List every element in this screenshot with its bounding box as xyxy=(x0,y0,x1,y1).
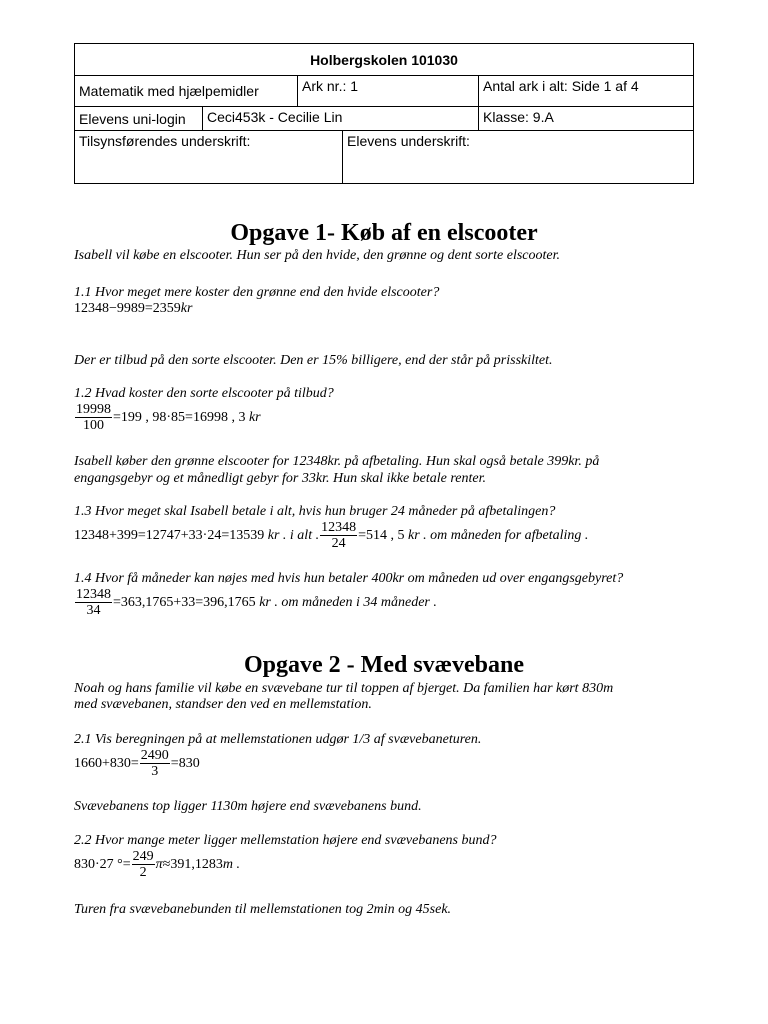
answer-2-1-expr: 1660+830= xyxy=(74,756,139,772)
answer-1-2-fraction xyxy=(75,402,112,434)
answer-1-4-numerator: 12348 xyxy=(76,587,111,602)
school-name: Holbergskolen 101030 xyxy=(310,52,458,68)
answer-2-1-fraction xyxy=(140,748,170,780)
answer-1-3-expr: 12348+399=12747+33·24=13539 xyxy=(74,528,265,544)
answer-1-3-denominator: 24 xyxy=(331,536,346,551)
header-table xyxy=(74,43,694,184)
offer-text: Der er tilbud på den sorte elscooter. Den er 15% billigere, end der står på prisskiltet. xyxy=(74,353,553,368)
answer-1-2-expr: =199 , 98·85=16998 , 3 xyxy=(113,410,246,426)
task2-title: Opgave 2 - Med svævebane xyxy=(244,652,524,678)
answer-1-2-numerator: 19998 xyxy=(76,402,111,417)
answer-2-2-pi: π xyxy=(155,857,163,873)
answer-2-2-denominator: 2 xyxy=(139,865,147,880)
payment-text-line-1: Isabell køber den grønne elscooter for 12348kr. på afbetaling. Hun skal også betale 399kr. på xyxy=(74,454,600,469)
answer-1-2-unit: kr xyxy=(248,410,261,426)
answer-2-2 xyxy=(74,849,240,881)
task2-intro-line-2: med svævebanen, standser den ved en mellemstation. xyxy=(74,697,372,712)
answer-1-4-tail: kr . om måneden i 34 måneder . xyxy=(259,595,437,611)
task2-intro-line-1: Noah og hans familie vil købe en svævebane tur til toppen af bjerget. Da familien har kørt 830m xyxy=(74,681,614,696)
question-1-3: 1.3 Hvor meget skal Isabell betale i alt, hvis hun bruger 24 måneder på afbetalingen? xyxy=(74,504,556,519)
header-row-signatures xyxy=(75,131,693,183)
answer-1-2 xyxy=(74,402,261,434)
answer-1-3-result: =514 , 5 xyxy=(358,528,405,544)
answer-1-3-mid: kr . i alt . xyxy=(267,528,320,544)
sheet-number-cell: Ark nr.: 1 xyxy=(297,76,478,106)
answer-1-1-expr: 12348−9989=2359 xyxy=(74,301,181,316)
answer-2-1 xyxy=(74,748,200,780)
student-signature-field: Elevens underskrift: xyxy=(342,131,693,183)
question-1-4: 1.4 Hvor få måneder kan nøjes med hvis hun betaler 400kr om måneden ud over engangsgebyret? xyxy=(74,571,624,586)
answer-2-2-numerator: 249 xyxy=(132,849,154,864)
header-row-subject xyxy=(75,76,693,107)
answer-2-1-denominator: 3 xyxy=(151,764,159,779)
header-row-login xyxy=(75,107,693,131)
header-row-school xyxy=(75,44,693,76)
trip-time-text: Turen fra svævebanebunden til mellemstationen tog 2min og 45sek. xyxy=(74,902,452,917)
payment-text-line-2: engangsgebyr og et månedligt gebyr for 33kr. Hun skal ikke betale renter. xyxy=(74,471,487,486)
answer-1-3-numerator: 12348 xyxy=(321,520,357,535)
answer-1-1-unit: kr xyxy=(180,301,193,316)
question-1-2: 1.2 Hvad koster den sorte elscooter på tilbud? xyxy=(74,386,334,401)
task1-title: Opgave 1- Køb af en elscooter xyxy=(230,220,538,246)
answer-2-1-result: =830 xyxy=(170,756,200,772)
answer-2-1-numerator: 2490 xyxy=(140,748,169,763)
answer-1-4 xyxy=(74,587,437,619)
answer-2-2-result: ≈391,1283 xyxy=(162,857,223,873)
login-label: Elevens uni-login xyxy=(79,111,186,127)
answer-2-2-unit: m . xyxy=(222,857,240,873)
total-sheets-cell: Antal ark i alt: Side 1 af 4 xyxy=(478,76,693,106)
answer-2-2-fraction xyxy=(132,849,155,881)
answer-1-3 xyxy=(74,520,588,552)
question-2-2: 2.2 Hvor mange meter ligger mellemstation højere end svævebanens bund? xyxy=(74,833,497,848)
subject-cell: Matematik med hjælpemidler xyxy=(79,83,259,99)
answer-2-2-expr: 830·27 °= xyxy=(74,857,131,873)
answer-1-3-tail: kr . om måneden for afbetaling . xyxy=(408,528,589,544)
answer-1-2-denominator: 100 xyxy=(83,418,104,433)
answer-1-4-denominator: 34 xyxy=(86,603,101,618)
supervisor-signature-field: Tilsynsførendes underskrift: xyxy=(79,133,251,149)
answer-1-1 xyxy=(74,301,192,317)
class-cell: Klasse: 9.A xyxy=(478,107,693,130)
question-2-1: 2.1 Vis beregningen på at mellemstationen udgør 1/3 af svævebaneturen. xyxy=(74,732,482,747)
top-height-text: Svævebanens top ligger 1130m højere end svævebanens bund. xyxy=(74,799,422,814)
answer-1-4-expr: =363,1765+33=396,1765 xyxy=(113,595,256,611)
task1-intro: Isabell vil købe en elscooter. Hun ser på den hvide, den grønne og dent sorte elscooter. xyxy=(74,248,561,263)
answer-1-4-fraction xyxy=(75,587,112,619)
question-1-1: 1.1 Hvor meget mere koster den grønne end den hvide elscooter? xyxy=(74,285,440,300)
login-value: Ceci453k - Cecilie Lin xyxy=(202,107,478,130)
answer-1-3-fraction xyxy=(320,520,357,552)
